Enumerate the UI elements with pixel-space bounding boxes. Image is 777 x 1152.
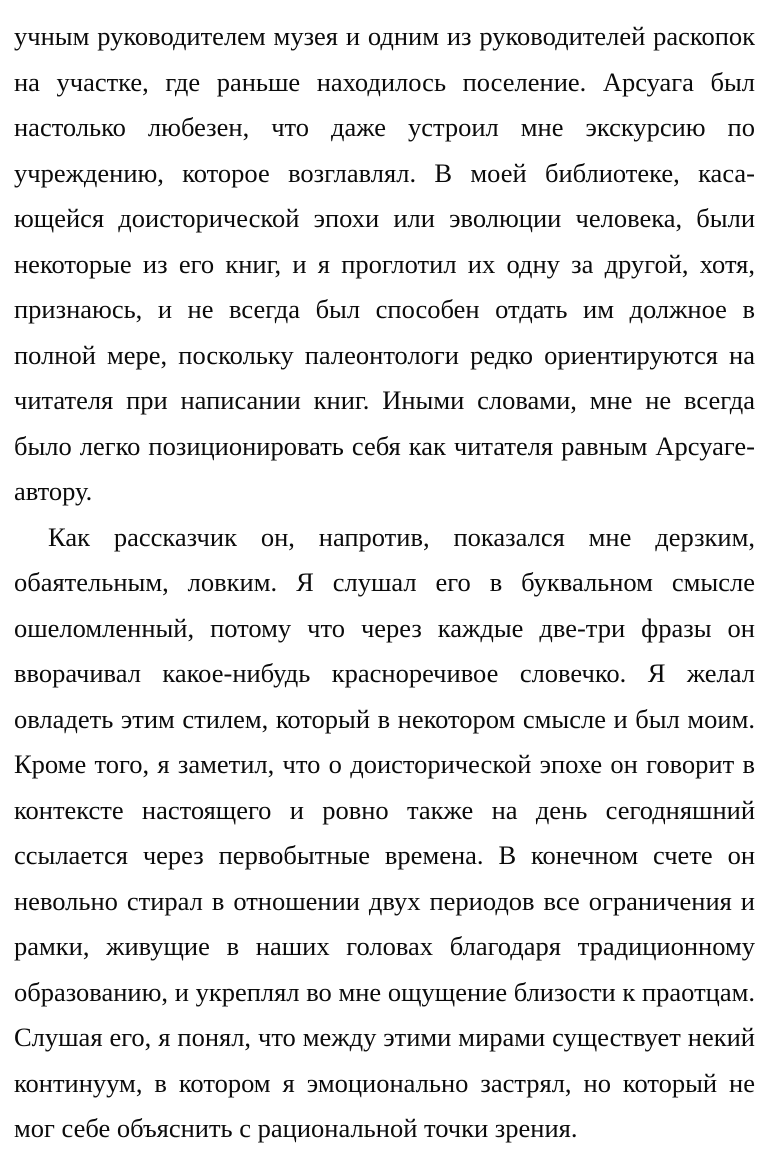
paragraph-continued: учным руководителем музея и одним из руководителей раскопок на участке, где раньше находилось поселение. Арсуага был настолько любезен, что даже устроил мне экскурсию по учреждению, которое возглавлял. В моей библиотеке, касающейся доисторической эпохи или эволюции человека, были некоторые из его книг, и я проглотил их одну за другой, хотя, признаюсь, и не всегда был способен отдать им должное в полной мере, поскольку палеонтологи редко ориентируются на читателя при написании книг. Иными словами, мне не всегда было легко позиционировать себя как читателя равным Арсуаге-автору. xyxy=(14,21,755,506)
paragraph-second: Как рассказчик он, напротив, показался мне дерзким, обаятельным, ловким. Я слушал его в буквальном смысле ошеломленный, потому что через каждые две-три фразы он вворачивал какое-нибудь красноречивое словечко. Я желал овладеть этим стилем, который в некотором смысле и был моим. Кроме того, я заметил, что о доисторической эпохе он говорит в контексте настоящего и ровно также на день сегодняшний ссылается через первобытные времена. В конечном счете он невольно стирал в отношении двух периодов все ограничения и рамки, живущие в наших головах благодаря традиционному образованию, и укреплял во мне ощущение близости к праотцам. Слушая его, я понял, что между этими мирами существует некий континуум, в котором я эмоционально застрял, но который не мог себе объяснить с рациональной точки зрения. xyxy=(14,521,755,1143)
page-body xyxy=(14,14,755,1152)
